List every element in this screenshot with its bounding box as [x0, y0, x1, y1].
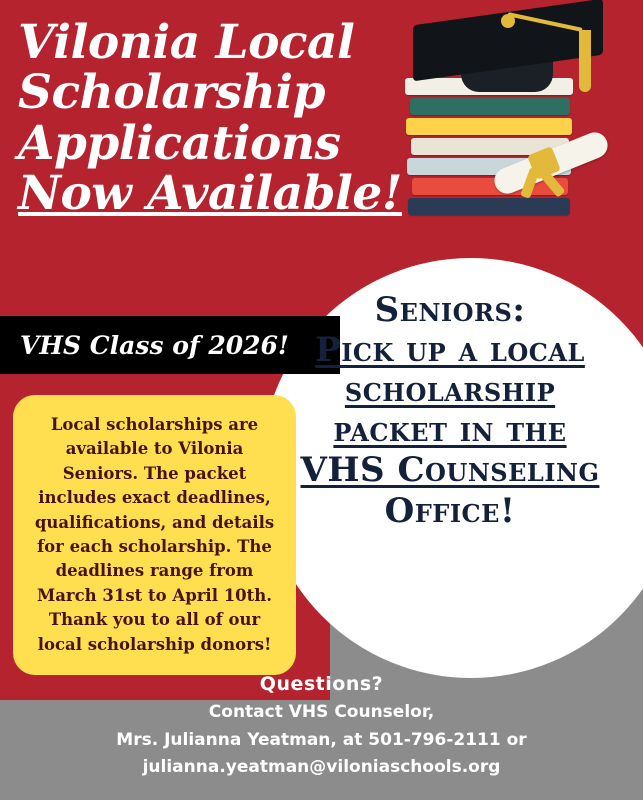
details-callout-box	[13, 395, 296, 675]
cta-line-2: Pick up a local	[315, 330, 585, 371]
footer-counselor-label: Contact VHS Counselor,	[208, 702, 435, 723]
headline-line-4: Now Available!	[18, 165, 402, 221]
tassel-tail-icon	[579, 30, 591, 92]
call-to-action-text	[265, 290, 635, 531]
details-callout-text: Local scholarships are available to Vilonia Seniors. The packet includes exact deadlines, qualifications, and details for each scholarship. The deadlines range from March 31st to April 10th. Thank you to all of our local scholarship donors!	[34, 414, 275, 654]
cta-line-4: packet in the	[333, 410, 567, 451]
cta-line-1: Seniors:	[374, 290, 526, 330]
footer-questions-label: Questions?	[259, 672, 384, 695]
headline-line-1: Vilonia Local	[18, 15, 355, 70]
cta-line-3: scholarship	[344, 370, 556, 411]
headline-line-2: Scholarship	[18, 65, 325, 121]
cta-line-5: VHS Counseling	[300, 450, 600, 491]
cta-line-6: Office!	[384, 490, 516, 531]
footer-email-label: julianna.yeatman@viloniaschools.org	[142, 757, 501, 778]
footer-phone-label: Mrs. Julianna Yeatman, at 501-796-2111 or	[116, 729, 527, 750]
class-year-label: VHS Class of 2026!	[20, 330, 289, 360]
headline-line-3: Applications	[18, 115, 341, 171]
graduation-cap-icon	[383, 0, 633, 250]
page-title	[18, 15, 418, 221]
contact-footer	[0, 669, 643, 782]
